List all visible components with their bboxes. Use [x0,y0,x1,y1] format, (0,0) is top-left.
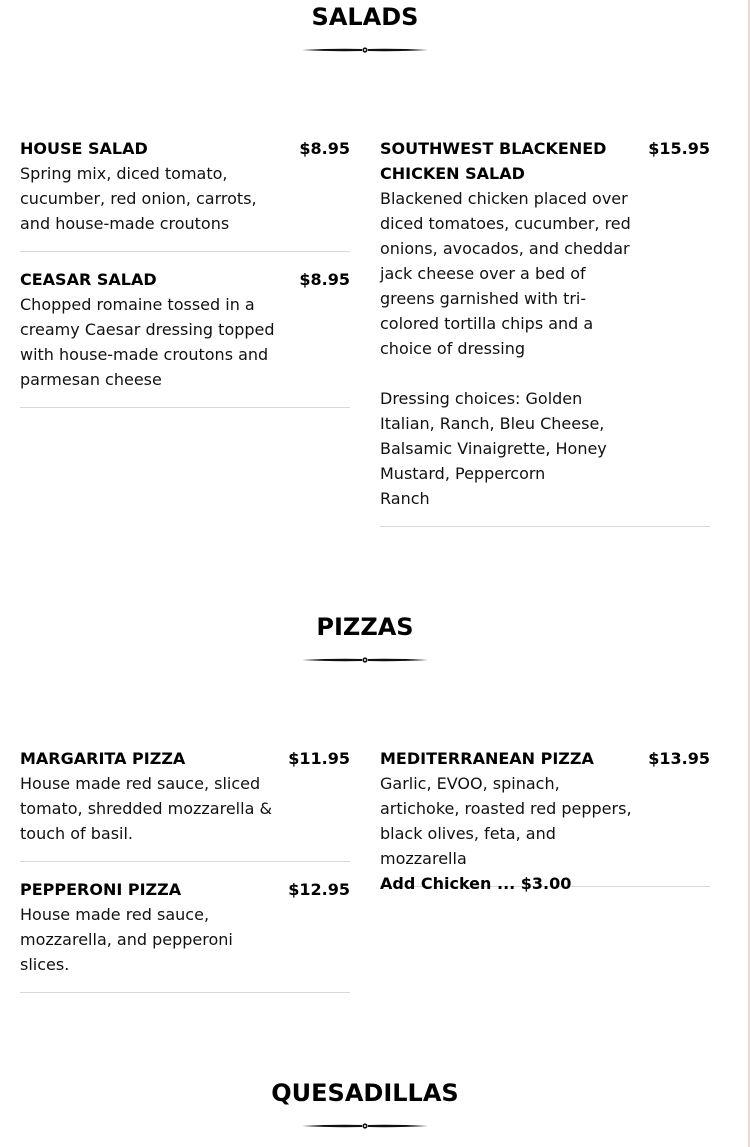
item-description: Blackened chicken placed over diced tomatoes, cucumber, red onions, avocados, and cheddar jack cheese over a bed of greens garnished with tri-colored tortilla chips and a choice of dressing Dressing choices: Golden Italian, Ranch, Bleu Cheese, Balsamic Vinaigrette, Honey Mustard, Peppercorn Ranch [380,189,631,508]
section-title-quesadillas: QUESADILLAS [271,1079,459,1107]
item-name: CEASAR SALAD [20,270,157,289]
item-description: House made red sauce, sliced tomato, shredded mozzarella & touch of basil. [20,774,272,843]
item-price: $13.95 [648,749,710,768]
item-price: $8.95 [299,139,350,158]
menu-item-southwest-blackened-chicken-salad [380,136,710,527]
item-description: Spring mix, diced tomato, cucumber, red onion, carrots, and house-made croutons [20,164,257,233]
menu-item-mediterranean-pizza [380,746,710,893]
item-name: HOUSE SALAD [20,139,148,158]
item-add-on: Add Chicken ... $3.00 [380,874,572,893]
item-description: Garlic, EVOO, spinach, artichoke, roasted red peppers, black olives, feta, and mozzarella [380,774,632,868]
menu-item-ceasar-salad [20,267,350,408]
item-name: SOUTHWEST BLACKENED CHICKEN SALAD [380,139,607,183]
item-description: Chopped romaine tossed in a creamy Caesar dressing topped with house-made croutons and parmesan cheese [20,295,275,389]
item-price: $12.95 [288,880,350,899]
ornament-divider-icon [300,655,430,665]
menu-item-pepperoni-pizza [20,877,350,993]
menu-item-house-salad [20,136,350,252]
item-name: PEPPERONI PIZZA [20,880,182,899]
section-title-pizzas: PIZZAS [316,613,414,641]
item-price: $8.95 [299,270,350,289]
item-price: $11.95 [288,749,350,768]
item-description: House made red sauce, mozzarella, and pepperoni slices. [20,905,233,974]
section-title-salads: SALADS [311,3,419,31]
item-price: $15.95 [648,139,710,158]
ornament-divider-icon [300,45,430,55]
item-name: MEDITERRANEAN PIZZA [380,749,594,768]
menu-item-margarita-pizza [20,746,350,862]
ornament-divider-icon [300,1121,430,1131]
item-name: MARGARITA PIZZA [20,749,186,768]
